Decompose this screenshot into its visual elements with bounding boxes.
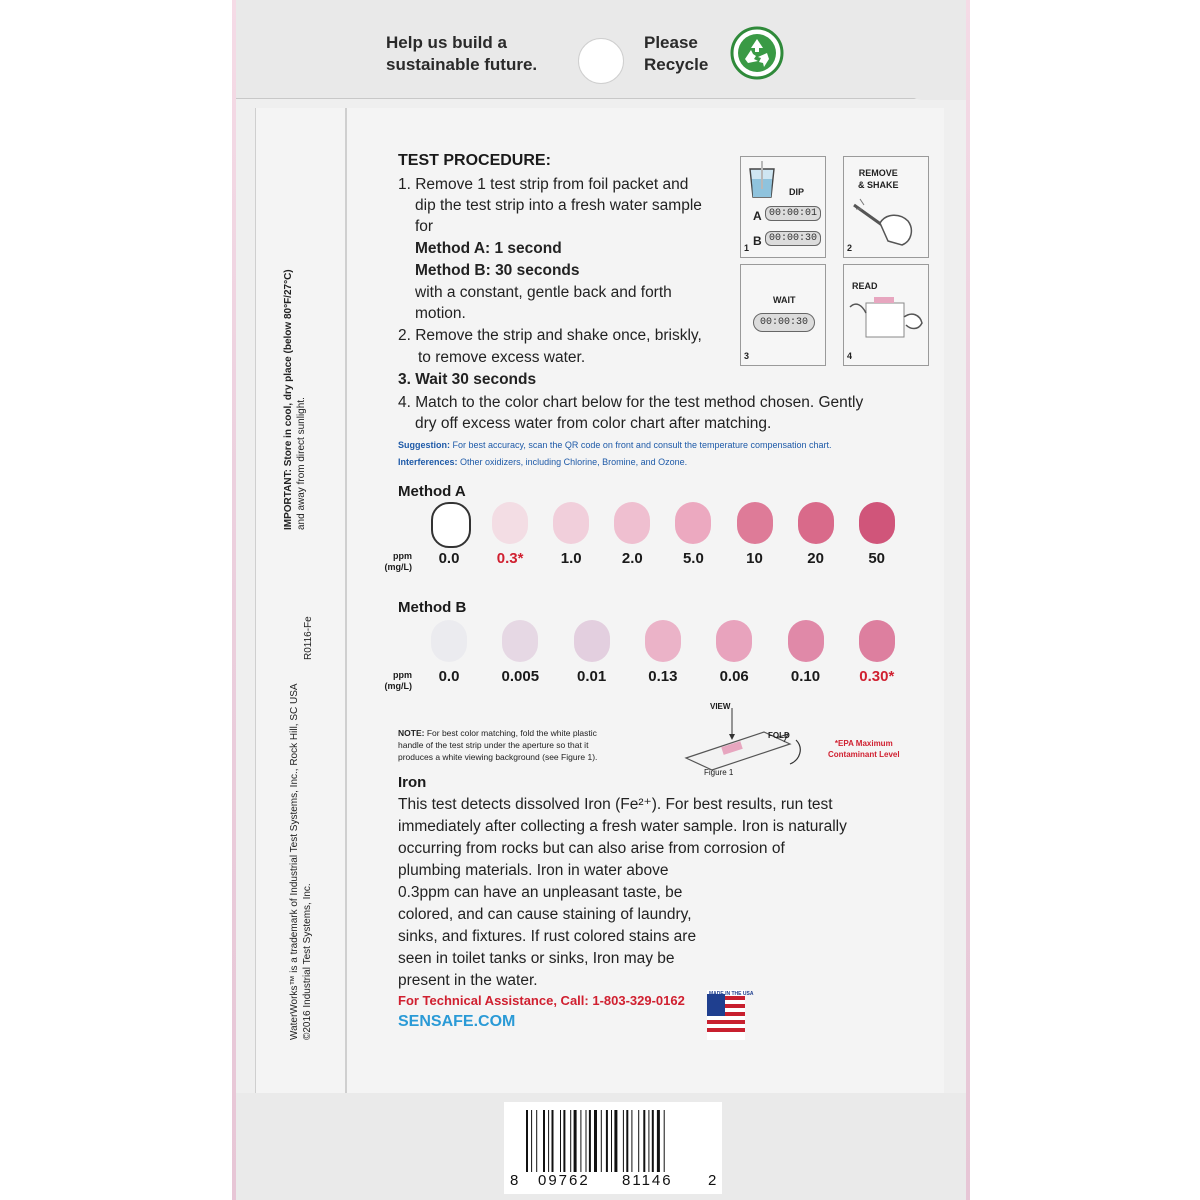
remove-text: REMOVE (858, 168, 898, 178)
barcode-bar (560, 1110, 561, 1172)
method-a-color-pad (431, 502, 471, 548)
method-a-color-pad (675, 502, 711, 544)
step1-method-a: Method A: 1 second (415, 240, 562, 257)
method-b-color-pad (574, 620, 610, 662)
step2-line2: to remove excess water. (418, 349, 586, 366)
method-b-color-pad (716, 620, 752, 662)
flap-tab (906, 70, 966, 100)
method-a-value-label: 50 (868, 550, 886, 567)
method-a-unit-mgl: (mg/L) (384, 562, 412, 572)
step-panel-dip (740, 156, 826, 258)
barcode-bar (531, 1110, 532, 1172)
note-line2: handle of the test strip under the aperture so that it (398, 740, 589, 750)
step-panel-shake (843, 156, 929, 258)
sustainable-message (386, 32, 537, 76)
step1-method-b: Method B: 30 seconds (415, 262, 580, 279)
barcode-bar (623, 1110, 624, 1172)
method-a-color-pad (492, 502, 528, 544)
hand-shake-icon (852, 195, 922, 247)
method-a-color-pad (614, 502, 650, 544)
method-b-unit-mgl: (mg/L) (384, 681, 412, 691)
epa-note (828, 738, 900, 760)
note-line3: produces a white viewing background (see Figure 1). (398, 752, 598, 762)
read-label: READ (852, 281, 878, 291)
step-number-3: 3 (744, 351, 750, 361)
step4-line2: dry off excess water from color chart after matching. (415, 415, 772, 432)
barcode-bar (611, 1110, 612, 1172)
barcode-bar (552, 1110, 554, 1172)
step-number-2: 2 (847, 243, 853, 253)
barcode-bar (657, 1110, 660, 1172)
step1-line1: 1. Remove 1 test strip from foil packet and (398, 176, 689, 193)
barcode-bar (664, 1110, 665, 1172)
method-b-unit (384, 670, 412, 692)
barcode-bar (574, 1110, 577, 1172)
barcode-digits-right: 81146 (622, 1172, 673, 1189)
sustainable-line1: Help us build a (386, 33, 507, 52)
iron-line4: plumbing materials. Iron in water above (398, 862, 669, 879)
method-b-value-label: 0.005 (501, 668, 540, 685)
iron-line9: present in the water. (398, 972, 538, 989)
method-a-color-pad (798, 502, 834, 544)
shake-text: & SHAKE (858, 180, 899, 190)
important-line2: and away from direct sunlight. (296, 397, 307, 530)
step1-line3: for (415, 218, 434, 235)
iron-line5: 0.3ppm can have an unpleasant taste, be (398, 884, 683, 901)
barcode-bar (652, 1110, 654, 1172)
barcode-bar (606, 1110, 608, 1172)
barcode-bar (543, 1110, 545, 1172)
barcode-bar (536, 1110, 537, 1172)
barcode-digits-left: 09762 (538, 1172, 590, 1189)
trademark-line2: ©2016 Industrial Test Systems, Inc. (302, 883, 313, 1040)
suggestion-label: Suggestion: (398, 440, 450, 450)
barcode-bar (548, 1110, 549, 1172)
barcode-bar (626, 1110, 628, 1172)
trademark-line1: WaterWorks™ is a trademark of Industrial Test Systems, Inc., Rock Hill, SC USA (289, 683, 300, 1040)
method-b-value-label: 0.01 (576, 668, 607, 685)
barcode-bar (589, 1110, 591, 1172)
interferences-label: Interferences: (398, 457, 458, 467)
tech-assistance-phone: For Technical Assistance, Call: 1-803-329-0162 (398, 993, 685, 1008)
method-b-value-label: 0.13 (648, 668, 678, 685)
method-a-color-pad (737, 502, 773, 544)
step1-line4: with a constant, gentle back and forth (415, 284, 672, 301)
step4-line1: 4. Match to the color chart below for the test method chosen. Gently (398, 394, 864, 411)
recycle-icon (730, 26, 784, 80)
step-panel-read (843, 264, 929, 366)
dip-timer-b: 00:00:30 (765, 231, 821, 246)
dip-timer-a: 00:00:01 (765, 206, 821, 221)
method-b-color-pad (859, 620, 895, 662)
method-b-color-pad (431, 620, 467, 662)
water-cup-icon (747, 161, 777, 199)
step-number-4: 4 (847, 351, 853, 361)
figure-view-label: VIEW (710, 702, 731, 711)
method-b-value-label: 0.0 (438, 668, 460, 685)
method-b-color-pad (502, 620, 538, 662)
iron-line8: seen in toilet tanks or sinks, Iron may be (398, 950, 675, 967)
suggestion-note (398, 440, 832, 450)
barcode-bar (648, 1110, 649, 1172)
method-a-value-label: 20 (807, 550, 824, 567)
iron-line1: This test detects dissolved Iron (Fe²⁺). For best results, run test (398, 796, 833, 813)
dip-label: DIP (789, 187, 805, 197)
barcode-digit-prefix: 8 (510, 1172, 519, 1189)
important-line1: IMPORTANT: Store in cool, dry place (below 80°F/27°C) (283, 269, 294, 530)
hang-hole (578, 38, 624, 84)
recycle-line2: Recycle (644, 55, 709, 74)
method-b-value-label: 0.30* (859, 668, 895, 685)
method-b-label: Method B (398, 599, 467, 616)
barcode-bar (586, 1110, 587, 1172)
method-a-value-label: 1.0 (560, 550, 582, 567)
important-note (282, 269, 308, 530)
flag-text: MADE IN THE USA (709, 991, 754, 997)
recycle-line1: Please (644, 33, 698, 52)
method-a-color-pad (553, 502, 589, 544)
method-a-value-label: 0.3* (496, 550, 524, 567)
barcode (504, 1102, 722, 1194)
figure-1-strip-illustration (678, 700, 808, 780)
wait-timer: 00:00:30 (753, 313, 815, 332)
barcode-bar (563, 1110, 565, 1172)
note-line1: For best color matching, fold the white plastic (426, 728, 597, 738)
sustainable-line2: sustainable future. (386, 55, 538, 74)
remove-shake-label (858, 167, 899, 191)
iron-title: Iron (398, 774, 427, 791)
recycle-message (644, 32, 708, 76)
method-b-value-label: 0.06 (719, 668, 749, 685)
made-in-usa-flag-icon (707, 990, 754, 1040)
method-a-unit-ppm: ppm (393, 551, 412, 561)
suggestion-text: For best accuracy, scan the QR code on front and consult the temperature compensation chart. (452, 440, 832, 450)
barcode-bar (580, 1110, 581, 1172)
read-strip-icon (848, 293, 924, 351)
step2-line1: 2. Remove the strip and shake once, briskly, (398, 327, 702, 344)
product-code (302, 616, 315, 660)
wait-label: WAIT (773, 295, 796, 305)
iron-line6: colored, and can cause staining of laundry, (398, 906, 692, 923)
method-a-unit (384, 551, 412, 573)
procedure-title: TEST PROCEDURE: (398, 152, 551, 169)
product-code-text: R0116-Fe (303, 616, 314, 660)
iron-line7: sinks, and fixtures. If rust colored stains are (398, 928, 697, 945)
method-a-value-label: 10 (746, 550, 763, 567)
figure-caption: Figure 1 (704, 768, 734, 777)
barcode-bar (614, 1110, 617, 1172)
method-a-marker: A (753, 209, 762, 223)
barcode-bar (526, 1110, 528, 1172)
barcode-bar (631, 1110, 632, 1172)
barcode-bar (643, 1110, 645, 1172)
method-a-label: Method A (398, 483, 466, 500)
method-b-marker: B (753, 234, 762, 248)
iron-line3: occurring from rocks but can also arise from corrosion of (398, 840, 785, 857)
barcode-bar (601, 1110, 602, 1172)
barcode-bar (594, 1110, 597, 1172)
website-link: SENSAFE.COM (398, 1013, 516, 1030)
epa-line2: Contaminant Level (828, 750, 900, 759)
method-a-value-label: 5.0 (682, 550, 704, 567)
note-block (398, 727, 597, 763)
iron-line2: immediately after collecting a fresh water sample. Iron is naturally (398, 818, 847, 835)
method-b-unit-ppm: ppm (393, 670, 412, 680)
epa-line1: *EPA Maximum (834, 739, 893, 748)
barcode-bar (570, 1110, 571, 1172)
barcode-digit-check: 2 (708, 1172, 717, 1189)
barcode-bar (638, 1110, 639, 1172)
barcode-bars (526, 1110, 704, 1172)
step1-line5: motion. (415, 305, 466, 322)
method-b-value-label: 0.10 (790, 668, 821, 685)
method-b-color-pad (788, 620, 824, 662)
interferences-note (398, 457, 687, 467)
step1-line2: dip the test strip into a fresh water sample (415, 197, 702, 214)
step-number-1: 1 (744, 243, 750, 253)
step3: 3. Wait 30 seconds (398, 371, 537, 388)
method-a-color-pad (859, 502, 895, 544)
trademark-note (288, 683, 314, 1040)
method-a-value-label: 0.0 (438, 550, 460, 567)
method-a-value-label: 2.0 (621, 550, 643, 567)
panel-divider (345, 108, 347, 1093)
interferences-text: Other oxidizers, including Chlorine, Bromine, and Ozone. (460, 457, 688, 467)
method-b-color-pad (645, 620, 681, 662)
figure-fold-label: FOLD (768, 731, 790, 740)
note-label: NOTE: (398, 728, 425, 738)
step-panel-wait (740, 264, 826, 366)
